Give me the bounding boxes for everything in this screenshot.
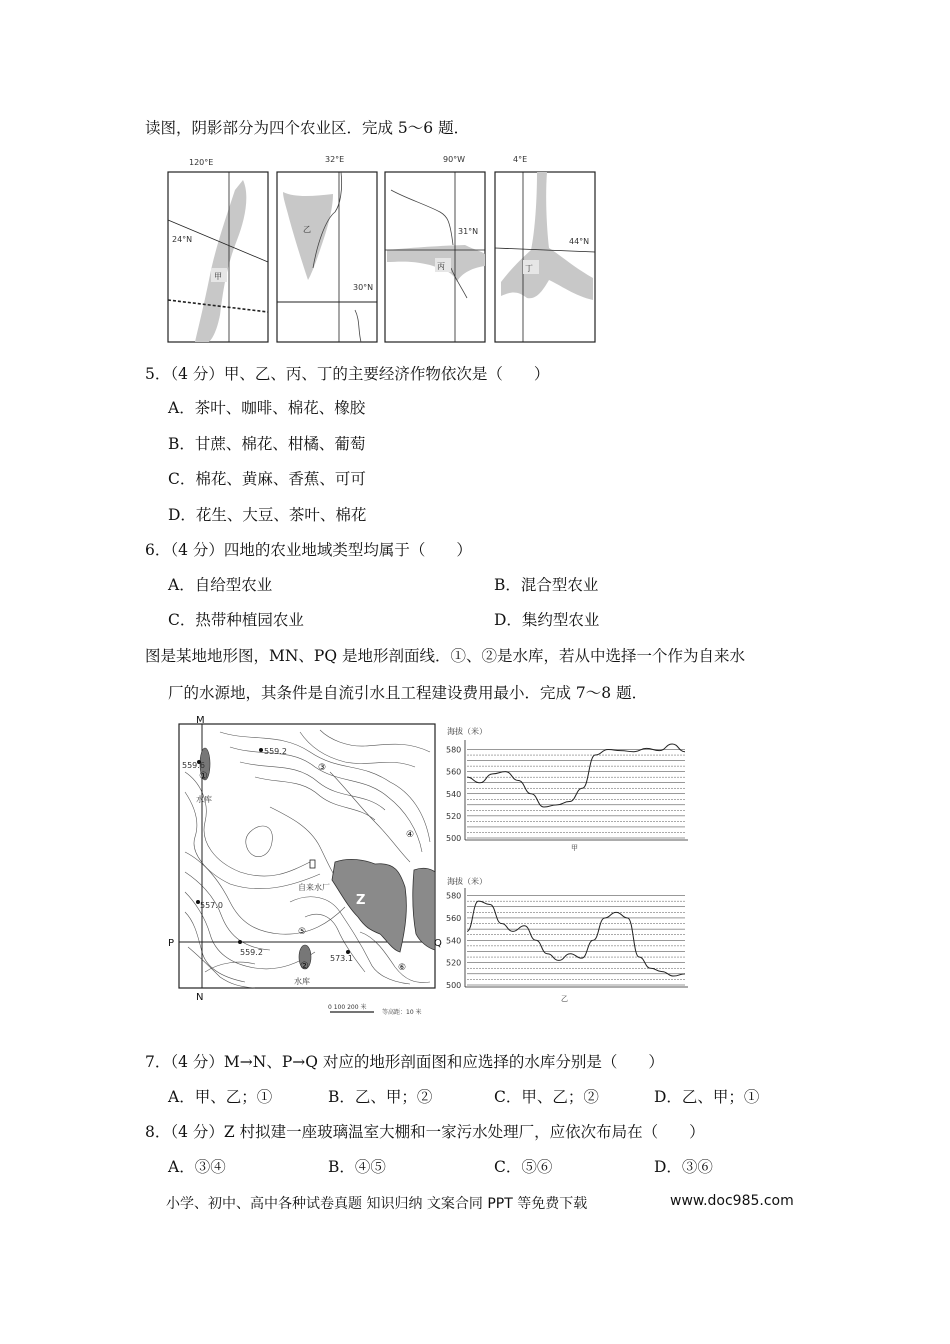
- q8-option-a[interactable]: A．③④: [168, 1158, 226, 1176]
- intro-text-2-line1: 图是某地地形图，MN、PQ 是地形剖面线．①、②是水库，若从中选择一个作为自来水: [145, 647, 745, 665]
- label-m: M: [196, 715, 205, 726]
- q5-option-d[interactable]: D．花生、大豆、茶叶、棉花: [168, 506, 367, 524]
- profile2-tick-label: 520: [446, 958, 462, 968]
- map-jia: [168, 158, 268, 342]
- profile1-name: 甲: [571, 844, 578, 852]
- site-6: ⑥: [398, 963, 407, 973]
- elev-559-2-bottom: 559.2: [240, 948, 263, 957]
- profile1-tick-label: 540: [446, 789, 462, 799]
- elev-559-2-top: 559.2: [264, 747, 287, 756]
- profile-chart-jia: [443, 722, 693, 852]
- q5-option-c[interactable]: C．棉花、黄麻、香蕉、可可: [168, 470, 366, 488]
- water-plant-label: 自来水厂: [298, 883, 330, 892]
- q5-option-a[interactable]: A．茶叶、咖啡、棉花、橡胶: [168, 399, 366, 417]
- map-ding: [495, 155, 595, 342]
- label-n: N: [196, 992, 204, 1003]
- profile2-name: 乙: [561, 995, 568, 1003]
- scale-bar: 0 100 200 米: [328, 1004, 367, 1011]
- site-5: ⑤: [298, 927, 307, 937]
- q6-option-d[interactable]: D．集约型农业: [494, 611, 600, 629]
- map2-lat: 30°N: [353, 283, 374, 292]
- agri-maps-figure: [165, 150, 605, 345]
- profile1-tick-label: 500: [446, 834, 462, 843]
- profile1-line: [467, 744, 685, 807]
- map3-region: 丙: [437, 262, 445, 271]
- map-yi: [277, 155, 377, 342]
- topo-map: [160, 712, 440, 1022]
- q5-option-b[interactable]: B．甘蔗、棉花、柑橘、葡萄: [168, 435, 366, 453]
- site-4: ④: [406, 830, 415, 840]
- footer-text: 小学、初中、高中各种试卷真题 知识归纳 文案合同 PPT 等免费下载: [166, 1196, 588, 1212]
- elev-559-6: 559.6: [182, 761, 205, 770]
- map-bing: [385, 155, 485, 342]
- profile1-title: 海拔（米）: [447, 727, 487, 736]
- profile2-tick-label: 560: [446, 913, 462, 923]
- q8-option-d[interactable]: D．③⑥: [654, 1158, 713, 1176]
- contour-interval: 等高距：10 米: [382, 1009, 422, 1016]
- reservoir-2-label: ②: [300, 961, 309, 972]
- q7-stem: 7．（4 分）M→N、P→Q 对应的地形剖面图和应选择的水库分别是（ ）: [145, 1053, 664, 1071]
- map2-region: 乙: [303, 225, 311, 234]
- reservoir-2-name: 水库: [294, 977, 310, 986]
- q8-option-b[interactable]: B．④⑤: [328, 1158, 386, 1176]
- profile1-tick-label: 580: [446, 745, 462, 755]
- label-p: P: [168, 938, 175, 949]
- intro-text-1: 读图，阴影部分为四个农业区．完成 5～6 题．: [145, 119, 470, 137]
- q6-option-b[interactable]: B．混合型农业: [494, 576, 599, 594]
- footer-link[interactable]: www.doc985.com: [670, 1193, 794, 1209]
- elev-573-1: 573.1: [330, 954, 353, 963]
- map3-lat: 31°N: [458, 227, 479, 236]
- profile1-tick-label: 520: [446, 811, 462, 821]
- q7-option-d[interactable]: D．乙、甲；①: [654, 1088, 760, 1106]
- label-q: Q: [434, 938, 442, 949]
- reservoir-1-label: ①: [199, 771, 208, 782]
- q5-stem: 5．（4 分）甲、乙、丙、丁的主要经济作物依次是（ ）: [145, 365, 550, 383]
- q8-option-c[interactable]: C．⑤⑥: [494, 1158, 553, 1176]
- q6-stem: 6．（4 分）四地的农业地域类型均属于（ ）: [145, 541, 472, 559]
- site-3: ③: [318, 763, 327, 773]
- profile2-tick-label: 580: [446, 891, 462, 901]
- map4-region: 丁: [525, 264, 533, 273]
- reservoir-1-name: 水库: [196, 795, 212, 804]
- map1-lon: 120°E: [189, 158, 214, 167]
- map4-lat: 44°N: [569, 237, 590, 246]
- village-z-label: Z: [356, 893, 366, 908]
- profile2-tick-label: 540: [446, 936, 462, 946]
- q7-option-b[interactable]: B．乙、甲；②: [328, 1088, 433, 1106]
- map4-lon: 4°E: [513, 155, 528, 164]
- intro-text-2-line2: 厂的水源地，其条件是自流引水且工程建设费用最小．完成 7～8 题．: [168, 684, 648, 702]
- q7-option-c[interactable]: C．甲、乙；②: [494, 1088, 599, 1106]
- map1-lat: 24°N: [172, 235, 193, 244]
- map2-lon: 32°E: [325, 155, 345, 164]
- q6-option-c[interactable]: C．热带种植园农业: [168, 611, 304, 629]
- profile1-tick-label: 560: [446, 767, 462, 777]
- q7-option-a[interactable]: A．甲、乙；①: [168, 1088, 273, 1106]
- profile-chart-yi: [443, 872, 693, 1007]
- map3-lon: 90°W: [443, 155, 466, 164]
- q8-stem: 8．（4 分）Z 村拟建一座玻璃温室大棚和一家污水处理厂，应依次布局在（ ）: [145, 1123, 705, 1141]
- profile2-tick-label: 500: [446, 981, 462, 990]
- elev-557-0: 557.0: [200, 901, 223, 910]
- profile2-title: 海拔（米）: [447, 877, 487, 886]
- q6-option-a[interactable]: A．自给型农业: [168, 576, 273, 594]
- map1-region: 甲: [214, 272, 222, 281]
